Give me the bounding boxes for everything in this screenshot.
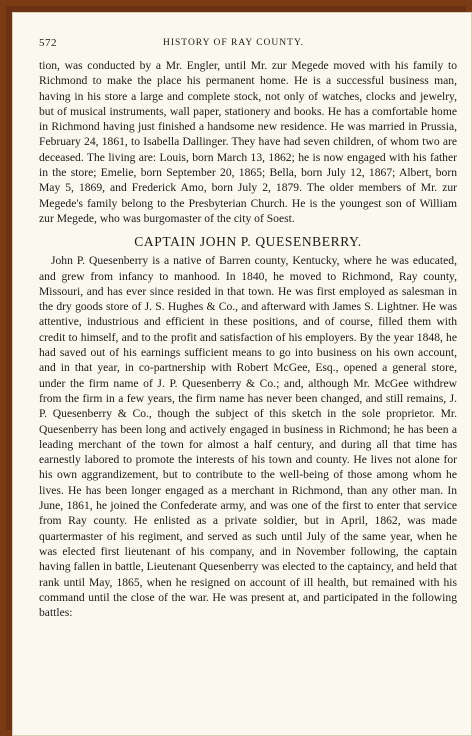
book-page: [12, 12, 472, 736]
page-header: [39, 37, 461, 53]
paragraph-continued: tion, was conducted by a Mr. Engler, until Mr. zur Megede moved with his family to Richmond to make the place his permanent home. He is a successful business man, having in his store a large and complete stock, not only of watches, clocks and jewelry, but of musical instruments, wall paper, stationery and books. He has a comfortable home in Richmond having just finished a handsome new residence. He was married in Prussia, February 24, 1861, to Isabella Dallinger. They have had seven children, of whom two are deceased. The living are: Louis, born March 13, 1862; he is now engaged with his father in the store; Emelie, born September 20, 1865; Bella, born July 12, 1867; Albert, born May 5, 1869, and Frederick Amo, born July 2, 1879. The older members of Mr. zur Megede's family belong to the Presbyterian Church. He is the youngest son of William zur Megede, who was burgomaster of the city of Soest.: [39, 59, 457, 225]
page-number: 572: [39, 37, 57, 49]
paragraph-biography: John P. Quesenberry is a native of Barren county, Kentucky, where he was educated, and grew from infancy to manhood. In 1840, he moved to Richmond, Ray county, Missouri, and has ever since resided in that town. He was first employed as salesman in the dry goods store of J. S. Hughes & Co., and afterward with James S. Lightner. He was attentive, industrious and efficient in these positions, and of course, filled them with credit to himself, and to the profit and satisfaction of his employers. By the year 1848, he had saved out of his earnings sufficient means to go into business on his own account, and in that year, in co-partnership with Robert McGee, Esq., opened a general store, under the firm name of J. P. Quesenberry & Co.; and, although Mr. McGee withdrew from the firm in a few years, the firm name has never been changed, and still remains, J. P. Quesenberry & Co., though the subject of this sketch in the sole proprietor. Mr. Quesenberry has been long and actively engaged in business in Richmond; he has been a leading merchant of the town for almost a half century, and during all that time has earnestly labored to promote the interests of his town and county. He lives not alone for his own aggrandizement, but to contribute to the well-being of those among whom he lives. He has been longer engaged as a merchant in Richmond, than any other man. In June, 1861, he joined the Confederate army, and was one of the first to enter that service from Ray county. He enlisted as a private soldier, but in April, 1862, was made quartermaster of his regiment, and served as such until July of the same year, when he was elected first lieutenant of his company, and in November following, the captain having fallen in battle, Lieutenant Quesenberry was elected to the captaincy, and held that rank until May, 1865, when he resigned on account of ill health, but remained with his command until the close of the war. He was present at, and participated in the following battles:: [39, 254, 457, 620]
page-body: [39, 58, 457, 620]
section-heading: CAPTAIN JOHN P. QUESENBERRY.: [134, 234, 362, 250]
running-head: HISTORY OF RAY COUNTY.: [163, 38, 304, 48]
